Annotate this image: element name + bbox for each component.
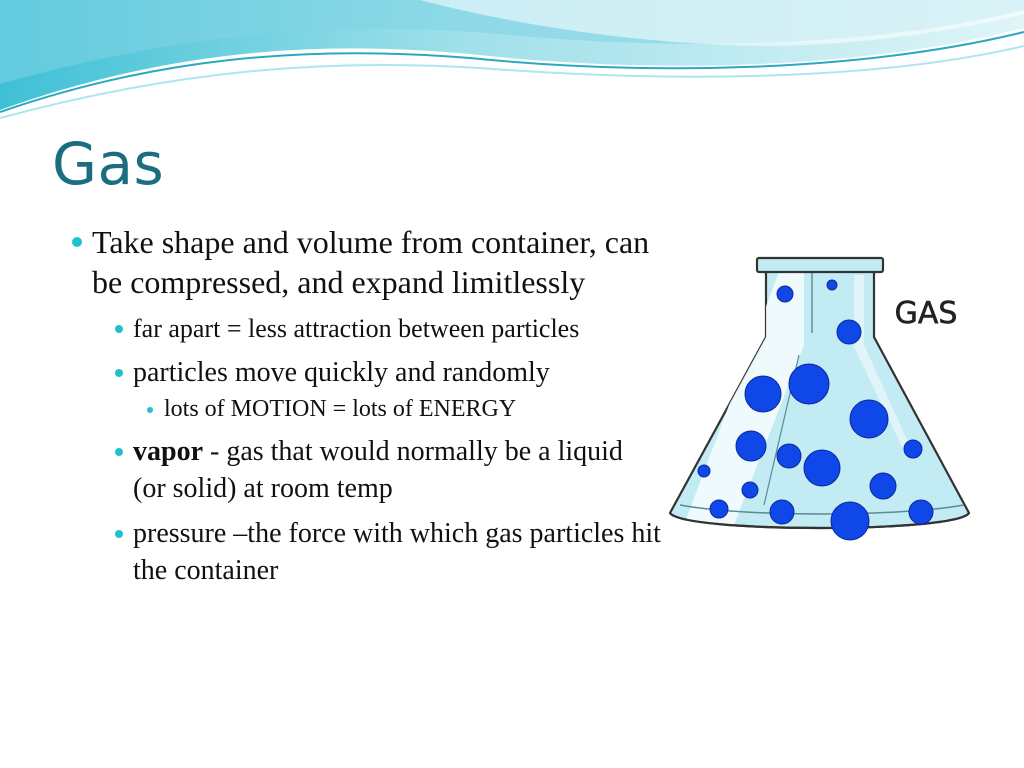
bullet-list — [72, 222, 662, 589]
bullet-pressure: pressure –the force with which gas particles hit the container — [113, 515, 662, 589]
flask-label: GAS — [894, 296, 958, 331]
bullet-motion-energy: lots of MOTION = lots of ENERGY — [144, 394, 662, 425]
bullet-vapor — [113, 433, 662, 507]
bullet-main: Take shape and volume from container, can be compressed, and expand limitlessly — [72, 222, 662, 302]
vapor-definition: - gas that would normally be a liquid (or solid) at room temp — [133, 436, 623, 504]
vapor-term: vapor — [133, 436, 203, 467]
slide-title: Gas — [52, 130, 165, 198]
header-wave-decoration — [0, 0, 1024, 130]
bullet-particles-move: particles move quickly and randomly — [113, 354, 662, 391]
flask-with-gas-particles-icon — [664, 255, 978, 547]
bullet-far-apart: far apart = less attraction between particles — [113, 312, 662, 346]
